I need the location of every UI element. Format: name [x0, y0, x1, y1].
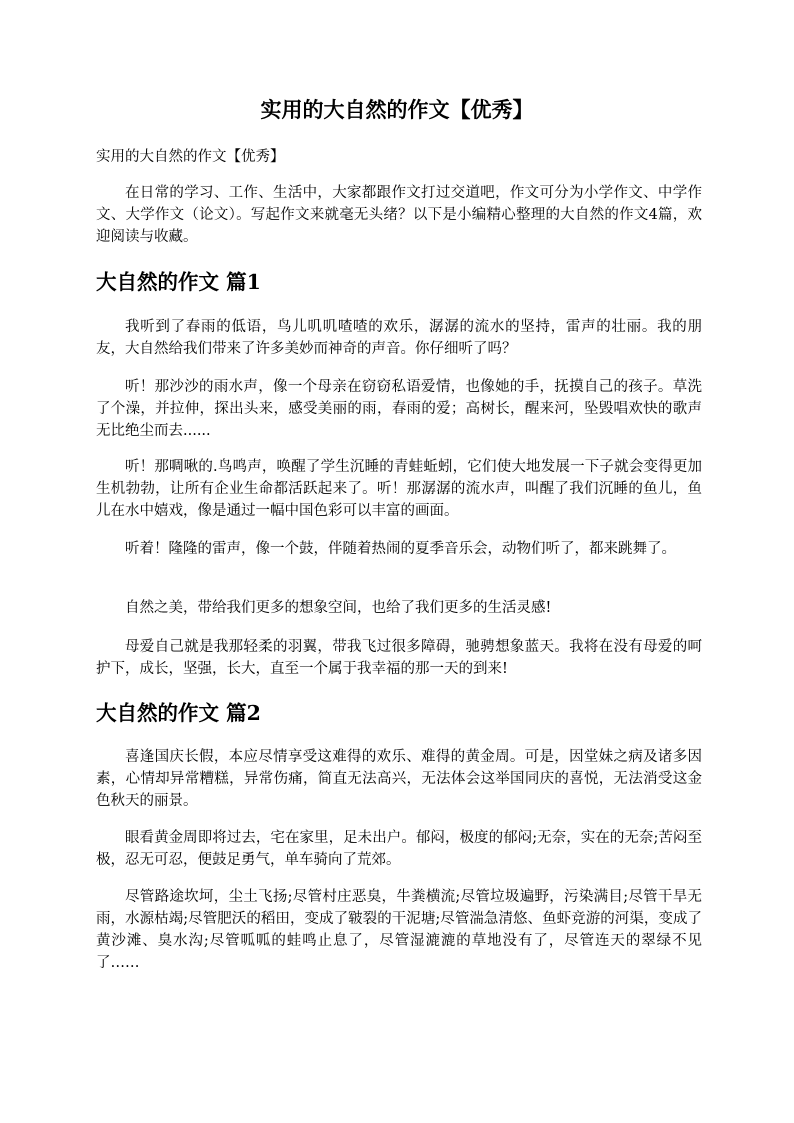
- section-heading-1: 大自然的作文 篇1: [96, 270, 261, 294]
- section-1-paragraph-5: 自然之美，带给我们更多的想象空间，也给了我们更多的生活灵感!: [125, 600, 552, 616]
- document-title: 实用的大自然的作文【优秀】: [260, 97, 534, 122]
- section-1-paragraph-4: 听着！隆隆的雷声，像一个鼓，伴随着热闹的夏季音乐会，动物们听了，都来跳舞了。: [125, 541, 676, 557]
- section-1-paragraph-2: 听！那沙沙的雨水声，像一个母亲在窃窃私语爱情，也像她的手，抚摸自己的孩子。草洗了个澡，并拉伸，探出头来，感受美丽的雨，春雨的爱；高树长，醒来河，坠毁唱欢快的歌声无比绝尘而去......: [96, 379, 702, 439]
- intro-paragraph: 在日常的学习、工作、生活中，大家都跟作文打过交道吧，作文可分为小学作文、中学作文、大学作文（论文）。写起作文来就毫无头绪？以下是小编精心整理的大自然的作文4篇，欢迎阅读与收藏。: [96, 185, 702, 245]
- document-subtitle: 实用的大自然的作文【优秀】: [96, 149, 285, 165]
- section-1-paragraph-6: 母爱自己就是我那轻柔的羽翼，带我飞过很多障碍，驰骋想象蓝天。我将在没有母爱的呵护下，成长，坚强，长大，直至一个属于我幸福的那一天的到来!: [96, 639, 702, 677]
- section-2-paragraph-2: 眼看黄金周即将过去，宅在家里，足未出户。郁闷，极度的郁闷;无奈，实在的无奈;苦闷至极，忍无可忍，便鼓足勇气，单车骑向了荒郊。: [96, 830, 702, 868]
- section-1-paragraph-3: 听！那啁啾的.鸟鸣声，唤醒了学生沉睡的青蛙蚯蚓，它们使大地发展一下子就会变得更加生机勃勃，让所有企业生命都活跃起来了。听！那潺潺的流水声，叫醒了我们沉睡的鱼儿，鱼儿在水中嬉戏，像是通过一幅中国色彩可以丰富的画面。: [96, 459, 702, 519]
- section-2-paragraph-3: 尽管路途坎坷，尘土飞扬;尽管村庄恶臭，牛粪横流;尽管垃圾遍野，污染满目;尽管干旱无雨，水源枯竭;尽管肥沃的稻田，变成了皲裂的干泥塘;尽管湍急清悠、鱼虾竞游的河渠，变成了黄沙滩、臭水沟;尽管呱呱的蛙鸣止息了，尽管湿漉漉的草地没有了，尽管连天的翠绿不见了……: [96, 889, 702, 971]
- section-1-paragraph-1: 我听到了春雨的低语，鸟儿叽叽喳喳的欢乐，潺潺的流水的坚持，雷声的壮丽。我的朋友，大自然给我们带来了许多美妙而神奇的声音。你仔细听了吗？: [96, 319, 702, 357]
- section-2-paragraph-1: 喜逢国庆长假，本应尽情享受这难得的欢乐、难得的黄金周。可是，因堂妹之病及诸多因素，心情却异常糟糕，异常伤痛，简直无法高兴，无法体会这举国同庆的喜悦，无法消受这金色秋天的丽景。: [96, 749, 702, 809]
- section-heading-2: 大自然的作文 篇2: [96, 701, 261, 725]
